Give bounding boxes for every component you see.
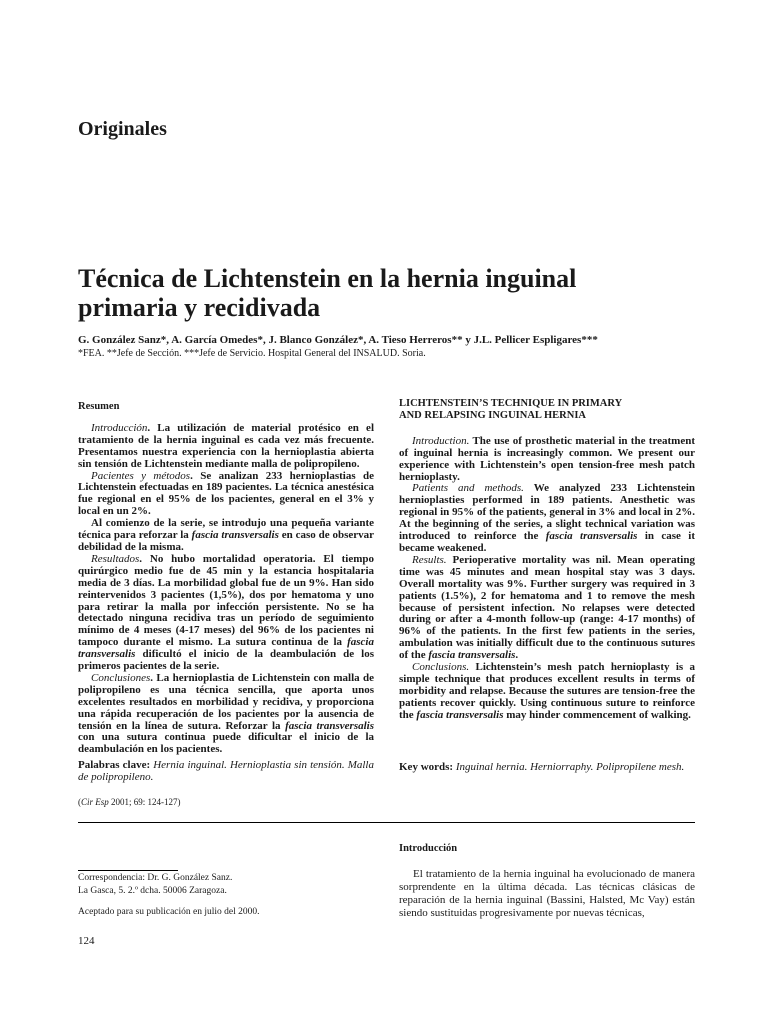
abstract-intro: Introduction. The use of prosthetic material in the treatment of inguinal hernia is increasingly common. We present our experience with Lichtenstein’s open tension-free mesh patch hernioplasty. xyxy=(399,434,695,483)
abstract-heading-1: LICHTENSTEIN’S TECHNIQUE IN PRIMARY xyxy=(399,398,623,409)
article-title xyxy=(78,264,678,322)
abstract-conclusions: Conclusions. Lichtenstein’s mesh patch hernioplasty is a simple technique that produces excellent results in terms of morbidity and relapse. Because the sutures are tension-free the patients recover quickly. Using continuous suture to reinforce the fascia transversalis may hinder commencement of walking. xyxy=(399,661,695,721)
title-line-1: Técnica de Lichtenstein en la hernia inguinal xyxy=(78,264,577,293)
page-number: 124 xyxy=(78,935,95,947)
accepted-note: Aceptado para su publicación en julio del 2000. xyxy=(78,907,260,917)
resumen-section xyxy=(78,401,374,756)
correspondence xyxy=(78,872,232,898)
resumen-heading: Resumen xyxy=(78,401,120,412)
palabras-clave: Palabras clave: Hernia inguinal. Hernioplastia sin tensión. Malla de polipropileno. xyxy=(78,759,374,783)
affiliations: *FEA. **Jefe de Sección. ***Jefe de Servicio. Hospital General del INSALUD. Soria. xyxy=(78,348,426,359)
resumen-variant: Al comienzo de la serie, se introdujo una pequeña variante técnica para reforzar la fascia transversalis en caso de observar debilidad de la misma. xyxy=(78,517,374,553)
abstract-results: Results. Perioperative mortality was nil. Mean operating time was 45 minutes and mean hospital stay was 3 days. Overall mortality was 9%. Further surgery was required in 3 patients (1.5%), 2 for hematoma and 1 to remove the mesh because of persistent infection. No relapses were detected during or after a 4-month follow-up (range: 4-17 months) of 96% of the patients. In the first few patients in the series, ambulation was initially difficult due to the continuous sutures of the fascia transversalis. xyxy=(399,553,695,662)
authors: G. González Sanz*, A. García Omedes*, J. Blanco González*, A. Tieso Herreros** y J.L. Pellicer Espligares*** xyxy=(78,334,598,346)
introduccion-text: El tratamiento de la hernia inguinal ha evolucionado de manera sorprendente en la última década. Las técnicas clásicas de reparación de la hernia inguinal (Bassini, Halsted, Mc Vay) están siendo sustituidas progresivamente por nuevas técnicas, xyxy=(399,868,695,919)
introduccion-heading: Introducción xyxy=(399,843,458,854)
correspondence-line-1: Correspondencia: Dr. G. González Sanz. xyxy=(78,873,233,883)
introduccion-section xyxy=(399,843,695,920)
resumen-methods: Pacientes y métodos. Se analizan 233 hernioplastias de Lichtenstein efectuadas en 189 pacientes. La técnica anestésica fue regional en el 95% de los pacientes, general en el 3% y local en un 2%. xyxy=(78,469,374,518)
abstract-english xyxy=(399,398,695,722)
title-line-2: primaria y recidivada xyxy=(78,293,321,322)
correspondence-line-2: La Gasca, 5. 2.º dcha. 50006 Zaragoza. xyxy=(78,886,227,896)
abstract-methods: Patients and methods. We analyzed 233 Lichtenstein hernioplasties performed in 189 patients. Anesthetic was regional in 95% of the patients, general in 3% and local in 2%. At the beginning of the series, a slight technical variation was introduced to reinforce the fascia transversalis in case it became weakened. xyxy=(399,482,695,554)
citation: (Cir Esp 2001; 69: 124-127) xyxy=(78,797,181,807)
resumen-results: Resultados. No hubo mortalidad operatoria. El tiempo quirúrgico medio fue de 45 min y la estancia hospitalaria media de 3 días. La morbilidad global fue de un 9%. Han sido reintervenidos 3 pacientes (1,5%), dos por hematoma y uno para retirar la malla por infección persistente. No se ha detectado ninguna recidiva tras un período de seguimiento mínimo de 4 meses (4-17 meses) del 96% de los pacientes ni tampoco durante el mismo. La sutura continua de la fascia transversalis dificultó el inicio de la deambulación de los primeros pacientes de la serie. xyxy=(78,552,374,673)
footnote-divider xyxy=(78,870,178,871)
abstract-heading-2: AND RELAPSING INGUINAL HERNIA xyxy=(399,409,586,421)
key-words: Key words: Inguinal hernia. Herniorraphy. Polipropilene mesh. xyxy=(399,761,685,773)
resumen-conclusions: Conclusiones. La hernioplastia de Lichtenstein con malla de polipropileno es una técnica sencilla, que aporta unos excelentes resultados en morbilidad y recidiva, y proporciona una rápida recuperación de los pacientes por la ausencia de tensión en la línea de sutura. Reforzar la fascia transversalis con una sutura continua puede dificultar el inicio de la deambulación en los pacientes. xyxy=(78,671,374,756)
section-label: Originales xyxy=(78,118,167,140)
divider xyxy=(78,822,695,823)
resumen-intro: Introducción. La utilización de material protésico en el tratamiento de la hernia inguinal es cada vez más frecuente. Presentamos nuestra experiencia con la hernioplastia abierta sin tensión de Lichtenstein mediante malla de polipropileno. xyxy=(78,421,374,470)
